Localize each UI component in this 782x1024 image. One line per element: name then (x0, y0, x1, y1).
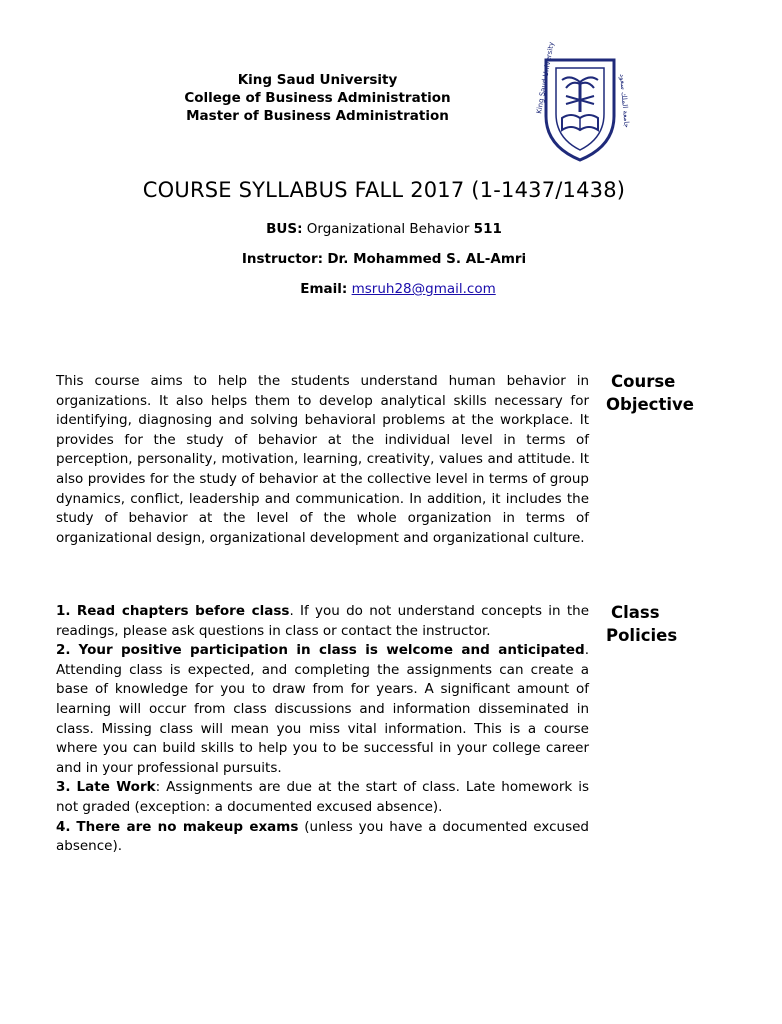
class-policies-text (56, 602, 589, 857)
policy-body: . Attending class is expected, and completing the assignments can create a base of knowledge for you to draw from for years. A significant amount of learning will occur from class discussions and information disseminated in class. Missing class will mean you miss vital information. This is a course where you can build skills to help you to be successful in your college career and in your professional pursuits. (56, 642, 589, 776)
policy-item (56, 641, 589, 778)
course-number: 511 (473, 221, 502, 237)
course-name: Organizational Behavior (306, 221, 470, 237)
objective-paragraph: This course aims to help the students understand human behavior in organizations. It also helps them to develop analytical skills necessary for identifying, diagnosing and solving behavioral problems at the workplace. It provides for the study of behavior at the individual level in terms of perception, personality, motivation, learning, creativity, values and attitude. It also provides for the study of behavior at the collective level in terms of group dynamics, conflict, leadership and communication. In addition, it includes the study of behavior at the level of the whole organization in terms of organizational design, organizational development and organizational culture. (56, 373, 589, 546)
email-line (14, 281, 782, 297)
objective-label-line1: Course (611, 372, 676, 391)
king-saud-university-seal-icon (535, 41, 631, 164)
policy-item (56, 818, 589, 857)
email-link[interactable]: msruh28@gmail.com (351, 281, 496, 297)
instructor-label: Instructor: (241, 251, 324, 267)
instructor-line (0, 251, 768, 267)
policy-item (56, 778, 589, 817)
policy-number: 1. (56, 603, 71, 619)
course-objective-heading (606, 370, 716, 416)
policy-body: : Assignments are due at the start of class. Late homework is not graded (exception: a documented excused absence). (56, 779, 589, 815)
university-header (170, 71, 465, 125)
page-title: COURSE SYLLABUS FALL 2017 (1-1437/1438) (142, 178, 626, 202)
policies-label-line1: Class (611, 603, 660, 622)
course-line (0, 221, 768, 237)
policy-title: Late Work (76, 779, 156, 796)
course-label: BUS: (266, 221, 303, 237)
policy-number: 2. (56, 642, 71, 659)
policy-number: 4. (56, 818, 71, 835)
policy-title: There are no makeup exams (76, 818, 299, 835)
email-label: Email: (300, 281, 348, 297)
policy-body: . If you do not understand concepts in the readings, please ask questions in class or contact the instructor. (56, 603, 589, 639)
policies-label-line2: Policies (606, 626, 678, 645)
instructor-name: Dr. Mohammed S. AL-Amri (327, 251, 527, 267)
university-name: King Saud University (237, 72, 398, 88)
course-objective-text (56, 372, 589, 548)
svg-text:جامعة الملك سعود: جامعة الملك سعود (618, 73, 631, 129)
policy-title: Your positive participation in class is welcome and anticipated (78, 642, 585, 659)
policy-number: 3. (56, 779, 71, 796)
program-name: Master of Business Administration (186, 108, 449, 124)
policy-title: Read chapters before class (76, 603, 290, 619)
policy-body: (unless you have a documented excused absence). (56, 818, 589, 855)
class-policies-heading (606, 601, 716, 647)
objective-label-line2: Objective (606, 395, 694, 414)
college-name: College of Business Administration (184, 90, 451, 106)
policy-item (56, 602, 589, 641)
svg-text:King Saud University: King Saud University (535, 41, 556, 115)
